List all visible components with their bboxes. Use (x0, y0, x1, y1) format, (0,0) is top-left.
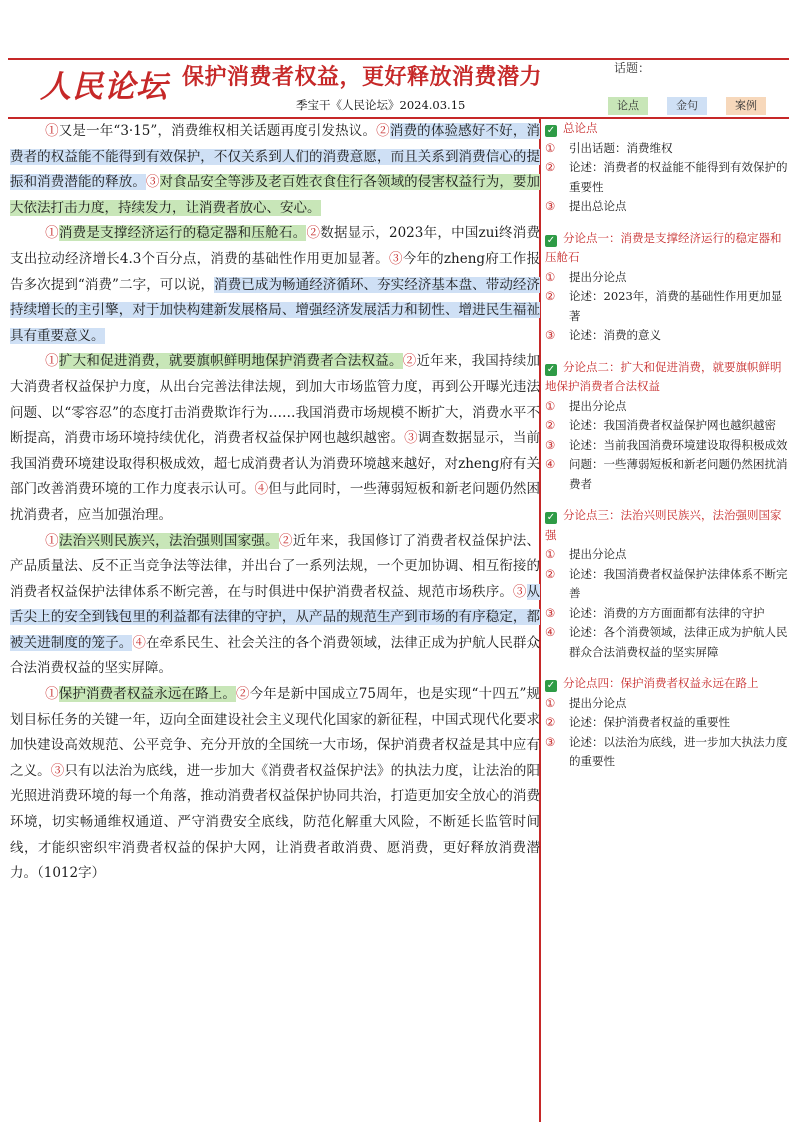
quote-highlight: 消费的体验感好不好，消费者的权益能不能得到有效保护，不仅关系到人们的消费意愿，而且关系到消费信心的提振和消费潜能的释放。 (10, 123, 540, 191)
sentence-number: ② (306, 225, 321, 242)
outline-point (545, 158, 789, 197)
outline-point (545, 416, 789, 436)
outline-title-text: 分论点三：法治兴则民族兴，法治强则国家强 (545, 508, 782, 542)
outline-point-number: ① (545, 269, 556, 284)
checkbox-icon: ✓ (546, 234, 556, 246)
outline-point (545, 326, 789, 346)
sentence-number: ① (45, 225, 59, 242)
sentence-number: ④ (132, 634, 146, 651)
outline-point-number: ① (545, 695, 556, 710)
logo: 人民论坛 (40, 69, 168, 105)
outline-point (545, 713, 789, 733)
argument-highlight: 扩大和促进消费，就要旗帜鲜明地保护消费者合法权益。 (58, 353, 403, 370)
article-text: 今年是新中国成立75周年，也是实现“十四五”规划目标任务的关键一年，迈向全面建设社会主义现代化国家的新征程，中国式现代化要求加快建设高效规范、公平竞争、充分开放的全国统一大市场，保护消费者权益是其中应有之义。 (10, 686, 540, 779)
sentence-number: ③ (388, 250, 403, 267)
outline-point (545, 287, 789, 326)
outline-title-text: 分论点二：扩大和促进消费，就要旗帜鲜明地保护消费者合法权益 (545, 359, 782, 393)
sentence-number: ③ (145, 174, 160, 191)
outline-point-number: ② (545, 418, 556, 432)
outline-point-text: 问题：一些薄弱短板和新老问题仍然困扰消费者 (569, 457, 788, 491)
outline-point (545, 604, 789, 624)
outline-point-number: ① (545, 140, 556, 155)
sentence-number: ③ (512, 583, 527, 600)
outline-point (545, 139, 789, 159)
argument-highlight: 对食品安全等涉及老百姓衣食住行各领域的侵害权益行为，要加大依法打击力度，持续发力，让消费者放心、安心。 (10, 174, 540, 216)
article-text: 又是一年“3·15”，消费维权相关话题再度引发热议。 (58, 123, 377, 139)
checkbox-icon: ✓ (546, 680, 556, 691)
outline-point-text: 论述：当前我国消费环境建设取得积极成效 (569, 437, 788, 452)
sentence-number: ① (45, 353, 59, 370)
sentence-number: ② (376, 123, 390, 139)
outline-point (545, 397, 789, 417)
outline-section (545, 229, 789, 346)
outline-section-title (545, 506, 789, 545)
outline-point (545, 733, 789, 772)
outline-section (545, 358, 789, 495)
article-paragraph (10, 349, 540, 528)
article-text: 近年来，我国持续加大消费者权益保护力度，从出台完善法律法规，到加大市场监管力度，再到公开曝光违法问题、以“零容忍”的态度打击消费欺诈行为……我国消费市场规模不断扩大，消费水平不断提高，消费市场环境持续优化，消费者权益保护网也越织越密。 (10, 353, 540, 447)
outline-point-number: ① (545, 547, 556, 561)
article-text: 近年来，我国修订了消费者权益保护法、产品质量法、反不正当竞争法等法律，并出台了一系列法规，一个更加协调、相互衔接的消费者权益保护法律体系不断完善，在与时俱进中保护消费者权益、规范市场秩序。 (10, 532, 540, 600)
legend-tags (608, 97, 788, 117)
outline-title-text: 分论点四：保护消费者权益永远在路上 (563, 676, 759, 690)
sentence-number: ③ (50, 762, 65, 779)
outline-point-number: ④ (545, 625, 556, 639)
outline-point-text: 论述：消费的方方面面都有法律的守护 (569, 605, 765, 620)
outline-panel (545, 119, 789, 1109)
outline-section-title (545, 358, 789, 397)
sentence-number: ① (45, 532, 59, 549)
sentence-number: ④ (254, 481, 269, 498)
article-paragraph (10, 221, 540, 349)
argument-highlight: 保护消费者权益永远在路上。 (58, 686, 237, 703)
sentence-number: ③ (404, 430, 418, 447)
checkbox-icon: ✓ (546, 363, 556, 375)
article-paragraph (10, 529, 540, 683)
article-body (10, 119, 540, 1109)
tag-case: 案例 (726, 97, 766, 115)
outline-point-number: ④ (545, 457, 556, 471)
outline-point-text: 提出总论点 (569, 199, 627, 213)
sentence-number: ① (45, 123, 59, 139)
sentence-number: ② (236, 686, 250, 703)
outline-point-number: ③ (545, 328, 556, 342)
outline-point (545, 436, 789, 456)
outline-point-text: 提出分论点 (569, 547, 627, 561)
outline-point-text: 论述：消费的意义 (569, 328, 661, 342)
article-text: 数据显示，2023年，中国zui终消费支出拉动经济增长4.3个百分点，消费的基础性作用更加显著。 (10, 225, 540, 267)
outline-point (545, 565, 789, 604)
outline-section (545, 506, 789, 662)
byline: 季宝干《人民论坛》2024.03.15 (296, 98, 466, 112)
outline-point-text: 论述：各个消费领域，法律正成为护航人民群众合法消费权益的坚实屏障 (569, 625, 788, 659)
outline-point (545, 268, 789, 288)
outline-point-number: ③ (545, 605, 556, 620)
topic-label: 话题： (614, 61, 651, 75)
outline-section-title (545, 674, 789, 694)
article-text: 只有以法治为底线，进一步加大《消费者权益保护法》的执法力度，让法治的阳光照进消费环境的每一个角落，推动消费者权益保护协同共治，打造更加安全放心的消费环境，切实畅通维权通道、严守消费安全底线，防范化解重大风险，不断延长监管时间线，才能织密织牢消费者权益的保护大网，让消费者敢消费、愿消费，更好释放消费潜力。（1012字） (10, 762, 540, 882)
outline-section-title (545, 229, 789, 268)
outline-section (545, 119, 789, 217)
sentence-number: ① (45, 686, 59, 703)
quote-highlight: 从舌尖上的安全到钱包里的利益都有法律的守护，从产品的规范生产到市场的有序稳定，都被关进制度的笼子。 (10, 583, 540, 651)
outline-point-number: ③ (545, 437, 556, 452)
outline-point-text: 引出话题：消费维权 (569, 140, 673, 155)
outline-point-text: 论述：2023年，消费的基础性作用更加显著 (569, 289, 783, 323)
outline-point-text: 提出分论点 (569, 398, 627, 413)
outline-point-text: 提出分论点 (569, 269, 627, 284)
outline-point (545, 197, 789, 217)
outline-point-text: 提出分论点 (569, 695, 627, 710)
quote-highlight: 消费已成为畅通经济循环、夯实经济基本盘、带动经济持续增长的主引擎，对于加快构建新发展格局、增强经济发展活力和韧性、增进民生福祉具有重要意义。 (10, 276, 540, 344)
outline-point (545, 623, 789, 662)
outline-point-number: ③ (545, 734, 556, 749)
outline-point-number: ② (545, 160, 556, 174)
checkbox-icon: ✓ (546, 512, 556, 523)
outline-point-text: 论述：我国消费者权益保护法律体系不断完善 (569, 566, 788, 600)
outline-point-number: ③ (545, 199, 556, 213)
outline-title-text: 分论点一：消费是支撑经济运行的稳定器和压舱石 (545, 230, 782, 264)
outline-point-number: ② (545, 566, 556, 581)
argument-highlight: 消费是支撑经济运行的稳定器和压舱石。 (58, 225, 307, 242)
outline-section (545, 674, 789, 772)
outline-point-number: ① (545, 398, 556, 413)
article-text: 今年的zheng府工作报告多次提到“消费”二字，可以说， (10, 250, 540, 293)
tag-quote: 金句 (667, 97, 707, 115)
outline-point-text: 论述：消费者的权益能不能得到有效保护的重要性 (569, 160, 788, 194)
article-text: 调查数据显示，当前我国消费环境建设取得积极成效，超七成消费者认为消费环境越来越好，对zheng府有关部门改善消费环境的工作力度表示认可。 (10, 430, 540, 498)
article-paragraph (10, 119, 540, 221)
tag-argument: 论点 (608, 97, 648, 115)
outline-title-text: 总论点 (563, 121, 598, 135)
article-text: 在牵系民生、社会关注的各个消费领域，法律正成为护航人民群众合法消费权益的坚实屏障。 (10, 634, 540, 677)
outline-point (545, 455, 789, 494)
sentence-number: ② (402, 353, 417, 370)
page-title: 保护消费者权益，更好释放消费潜力 (182, 64, 543, 90)
outline-point-text: 论述：以法治为底线，进一步加大执法力度的重要性 (569, 734, 788, 768)
article-text: 但与此同时，一些薄弱短板和新老问题仍然困扰消费者，应当加强治理。 (10, 481, 540, 523)
sentence-number: ② (278, 532, 293, 549)
outline-point (545, 694, 789, 714)
outline-point-number: ② (545, 715, 556, 729)
top-rule (8, 58, 789, 60)
outline-point-text: 论述：我国消费者权益保护网也越织越密 (569, 418, 776, 432)
checkbox-icon: ✓ (546, 125, 556, 136)
outline-point-number: ② (545, 289, 556, 303)
outline-point (545, 545, 789, 565)
argument-highlight: 法治兴则民族兴，法治强则国家强。 (58, 532, 279, 549)
outline-section-title (545, 119, 789, 139)
article-paragraph (10, 682, 540, 887)
outline-point-text: 论述：保护消费者权益的重要性 (569, 715, 730, 729)
